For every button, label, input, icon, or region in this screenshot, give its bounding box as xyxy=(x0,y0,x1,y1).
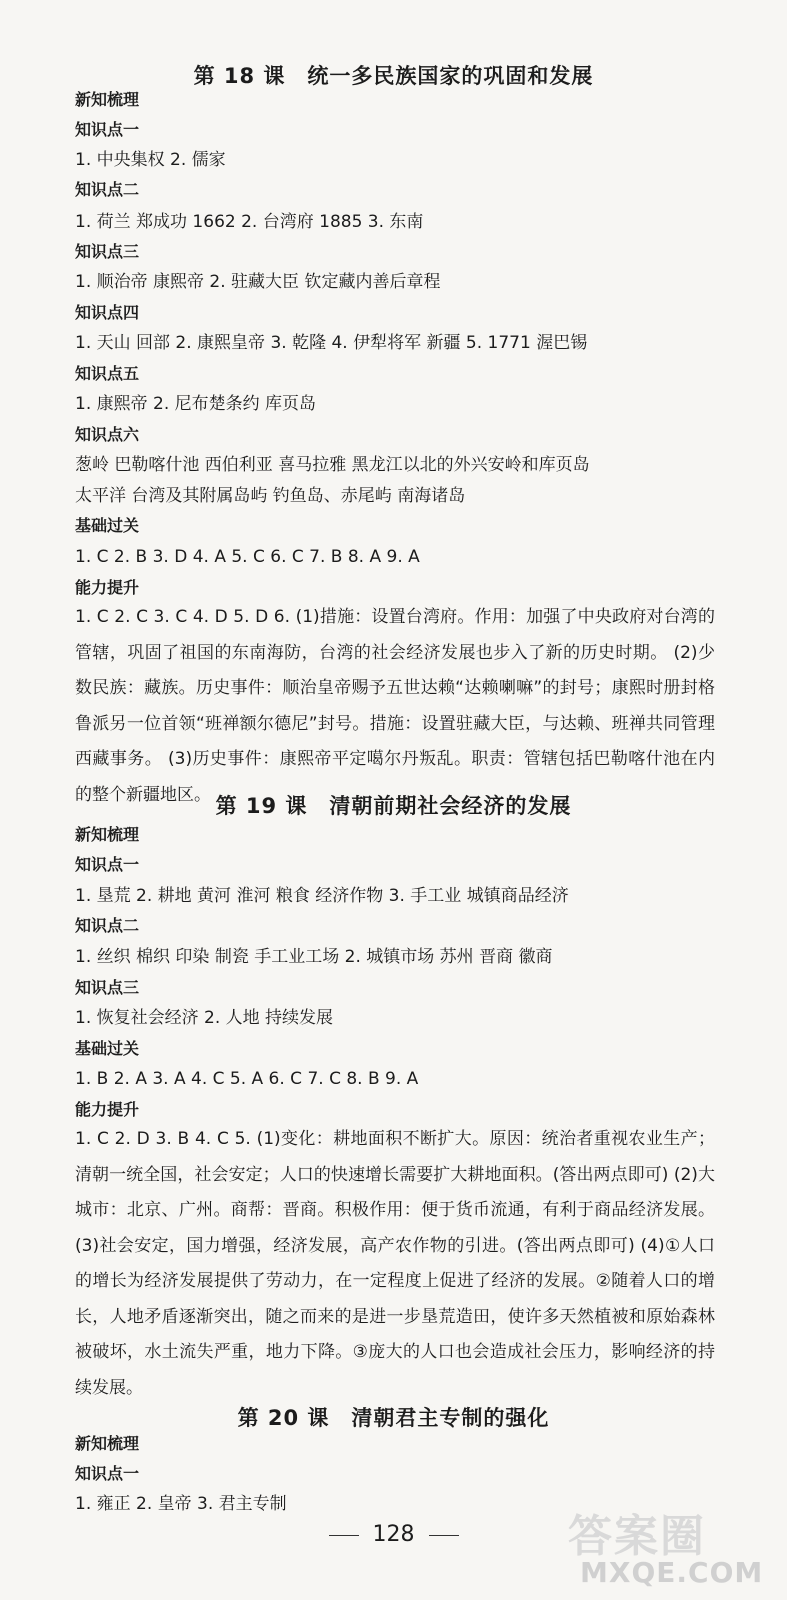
answer-line: 1. 顺治帝 康熙帝 2. 驻藏大臣 钦定藏内善后章程 xyxy=(75,272,441,292)
watermark-url: MXQE.COM xyxy=(580,1556,764,1589)
lesson-number: 第 18 课 xyxy=(193,64,286,88)
answer-line: 太平洋 台湾及其附属岛屿 钓鱼岛、赤尾屿 南海诸岛 xyxy=(75,486,466,506)
lesson-name: 清朝前期社会经济的发展 xyxy=(329,794,572,818)
knowledge-head: 知识点一 xyxy=(75,1464,140,1483)
answer-line: 1. 康熙帝 2. 尼布楚条约 库页岛 xyxy=(75,394,317,414)
dash-left xyxy=(329,1535,359,1536)
lesson-name: 统一多民族国家的巩固和发展 xyxy=(307,64,594,88)
knowledge-head: 知识点四 xyxy=(75,303,140,322)
answer-line: 1. 丝织 棉织 印染 制瓷 手工业工场 2. 城镇市场 苏州 晋商 徽商 xyxy=(75,947,553,967)
answer-line: 1. 荷兰 郑成功 1662 2. 台湾府 1885 3. 东南 xyxy=(75,212,424,232)
answer-line: 1. 中央集权 2. 儒家 xyxy=(75,150,226,170)
advanced-answers: 1. C 2. D 3. B 4. C 5. (1)变化：耕地面积不断扩大。原因：统治者重视农业生产；清朝一统全国，社会安定；人口的快速增长需要扩大耕地面积。(答出两点即可) (2)大城市：北京、广州。商帮：晋商。积极作用：便于货币流通，有利于商品经济发展。 (3)社会安定，国力增强，经济发展，高产农作物的引进。(答出两点即可) (4)①人口的增长为经济发展提供了劳动力，在一定程度上促进了经济的发展。②随着人口的增长，人地矛盾逐渐突出，随之而来的是进一步垦荒造田，使许多天然植被和原始森林被破坏，水土流失严重，地力下降。③庞大的人口也会造成社会压力，影响经济的持续发展。 xyxy=(75,1129,715,1398)
answer-line: 1. C 2. B 3. D 4. A 5. C 6. C 7. B 8. A 9. A xyxy=(75,547,420,567)
knowledge-head: 知识点二 xyxy=(75,180,140,199)
dash-right xyxy=(429,1535,459,1536)
knowledge-head: 知识点一 xyxy=(75,855,140,874)
answer-line: 1. 雍正 2. 皇帝 3. 君主专制 xyxy=(75,1494,287,1514)
answer-line: 1. B 2. A 3. A 4. C 5. A 6. C 7. C 8. B 9. A xyxy=(75,1069,419,1089)
watermark xyxy=(560,1500,780,1595)
section-head: 新知梳理 xyxy=(75,825,140,844)
lesson-number: 第 20 课 xyxy=(237,1406,330,1430)
answer-line: 1. 垦荒 2. 耕地 黄河 淮河 粮食 经济作物 3. 手工业 城镇商品经济 xyxy=(75,886,569,906)
knowledge-head: 知识点五 xyxy=(75,364,140,383)
lesson-name: 清朝君主专制的强化 xyxy=(351,1406,550,1430)
knowledge-head: 知识点三 xyxy=(75,242,140,261)
section-head: 新知梳理 xyxy=(75,1434,140,1453)
advanced-head: 能力提升 xyxy=(75,578,140,597)
section-head: 新知梳理 xyxy=(75,90,140,109)
lesson-18-title xyxy=(0,60,787,90)
knowledge-head: 知识点六 xyxy=(75,425,140,444)
answer-line: 1. 天山 回部 2. 康熙皇帝 3. 乾隆 4. 伊犁将军 新疆 5. 1771 渥巴锡 xyxy=(75,333,588,353)
watermark-logo-text: 答案圈 xyxy=(568,1511,706,1562)
page-number-text: 128 xyxy=(372,1522,415,1547)
knowledge-head: 知识点一 xyxy=(75,120,140,139)
answer-line: 葱岭 巴勒喀什池 西伯利亚 喜马拉雅 黑龙江以北的外兴安岭和库页岛 xyxy=(75,455,590,475)
knowledge-head: 知识点三 xyxy=(75,978,140,997)
lesson-number: 第 19 课 xyxy=(215,794,308,818)
answer-line: 1. 恢复社会经济 2. 人地 持续发展 xyxy=(75,1008,334,1028)
advanced-head: 能力提升 xyxy=(75,1100,140,1119)
lesson-20-title xyxy=(0,1402,787,1432)
basic-head: 基础过关 xyxy=(75,516,140,535)
advanced-answers: 1. C 2. C 3. C 4. D 5. D 6. (1)措施：设置台湾府。作用：加强了中央政府对台湾的管辖，巩固了祖国的东南海防，台湾的社会经济发展也步入了新的历史时期。 (2)少数民族：藏族。历史事件：顺治皇帝赐予五世达赖“达赖喇嘛”的封号；康熙时册封格鲁派另一位首领“班禅额尔德尼”封号。措施：设置驻藏大臣，与达赖、班禅共同管理西藏事务。 (3)历史事件：康熙帝平定噶尔丹叛乱。职责：管辖包括巴勒喀什池在内的整个新疆地区。 xyxy=(75,607,715,805)
lesson-19-title xyxy=(0,790,787,820)
knowledge-head: 知识点二 xyxy=(75,916,140,935)
basic-head: 基础过关 xyxy=(75,1039,140,1058)
